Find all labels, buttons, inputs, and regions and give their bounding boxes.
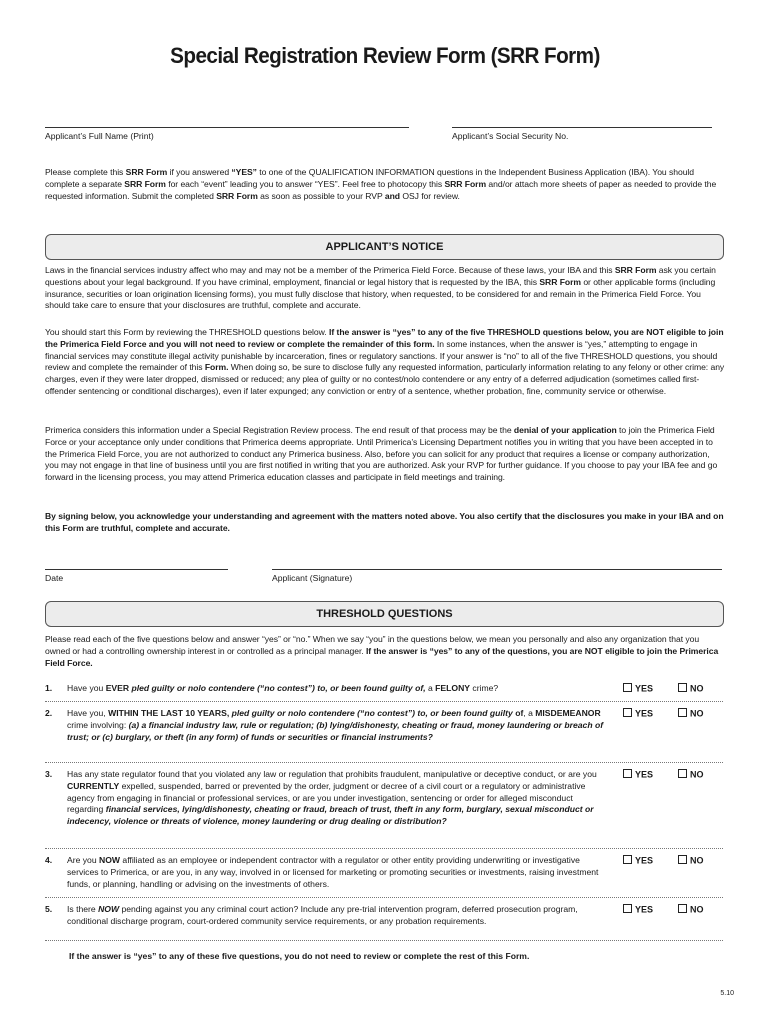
- question-2: [45, 708, 725, 756]
- page-title: Special Registration Review Form (SRR Form): [170, 43, 600, 68]
- checkbox-icon: [623, 683, 632, 692]
- threshold-intro: Please read each of the five questions below and answer “yes” or “no.” When we say “you” in the questions below, we mean you personally and also any organization that you owned or had a controlling ownership interest in or controlled as a principal manager. If the answer is “yes” to any of the questions, you are NOT eligible to join the Primerica Field Force.: [45, 634, 719, 668]
- question-number: 1.: [45, 683, 53, 693]
- ssn-label: Applicant’s Social Security No.: [452, 131, 569, 141]
- divider: [45, 897, 723, 898]
- threshold-questions-header: THRESHOLD QUESTIONS: [45, 601, 724, 627]
- yes-checkbox[interactable]: YES: [623, 904, 653, 916]
- question-1: [45, 683, 725, 697]
- checkbox-icon: [623, 769, 632, 778]
- checkbox-icon: [623, 904, 632, 913]
- question-4: [45, 855, 725, 891]
- no-checkbox[interactable]: NO: [678, 708, 704, 720]
- question-number: 2.: [45, 708, 53, 718]
- question-number: 5.: [45, 904, 53, 914]
- question-3: [45, 769, 725, 841]
- checkbox-icon: [678, 904, 687, 913]
- date-field[interactable]: [45, 569, 228, 570]
- yes-checkbox[interactable]: YES: [623, 769, 653, 781]
- divider: [45, 762, 723, 763]
- checkbox-icon: [678, 855, 687, 864]
- yes-checkbox[interactable]: YES: [623, 855, 653, 867]
- no-checkbox[interactable]: NO: [678, 855, 704, 867]
- ssn-field[interactable]: [452, 127, 712, 128]
- question-number: 3.: [45, 769, 53, 779]
- checkbox-icon: [678, 683, 687, 692]
- yes-checkbox[interactable]: YES: [623, 708, 653, 720]
- applicants-notice-header: APPLICANT’S NOTICE: [45, 234, 724, 260]
- signature-label: Applicant (Signature): [272, 573, 353, 583]
- notice-paragraph-3: Primerica considers this information under a Special Registration Review process. The end result of that process may be the denial of your application to join the Primerica Field Force or your acceptance only under conditions that Primerica deems appropriate. Until Primerica’s Licensing Department notifies you in writing that you have been accepted in to the Primerica Field Force, you are not authorized to conduct any Primerica business. Also, before you can solicit for any product that requires a license or company authorization, you may not engage in that line of business until you are first notified in writing that you are authorized. Ask your RVP for further guidance. If you choose to pay your IBA fee and go forward in the licensing process, you may attend Primerica education classes and participate in field meetings and training.: [45, 425, 718, 483]
- question-text: Have you, WITHIN THE LAST 10 YEARS, pled guilty or nolo contendere (“no contest”) to, or been found guilty of, a MISDEMEANOR crime involving: (a) a financial industry law, rule or regulation; (b) lying/dishonesty, cheating or fraud, money laundering or breach of trust; or (c) burglary, or theft (in any form) of funds or securities or financial instruments?: [67, 708, 604, 742]
- question-text: Have you EVER pled guilty or nolo contendere (“no contest”) to, or been found guilty of, a FELONY crime?: [67, 683, 499, 693]
- notice-paragraph-2: You should start this Form by reviewing the THRESHOLD questions below. If the answer is “yes” to any of the five THRESHOLD questions below, you are NOT eligible to join the Primerica Field Force and you will not need to review or complete the remainder of this form. In some instances, when the answer is “yes,” attempting to engage in financial services may constitute illegal activity punishable by incarceration, fines or regulatory sanctions. If your answer is “no” to all of the five THRESHOLD questions, you should review and complete the remainder of this Form. When doing so, be sure to disclose fully any requested information, particularly information relating to any felony or other crime: any charges, even if they were later dropped, dismissed or reduced; any plea of guilty or no contest/nolo contendere or any entry of a deferred adjudication (sometimes called first-offender sentencing or conditional discharges), even if later expunged; any conviction or entry of a sentence, whether probation, fine, community service or otherwise.: [45, 327, 725, 396]
- intro-paragraph: Please complete this SRR Form if you answered “YES” to one of the QUALIFICATION INFORMATION questions in the Independent Business Application (IBA). You should complete a separate SRR Form for each “event” leading you to answer “YES”. Feel free to photocopy this SRR Form and/or attach more sheets of paper as needed to provide the requested information. Submit the completed SRR Form as soon as possible to your RVP and OSJ for review.: [45, 167, 717, 201]
- signature-field[interactable]: [272, 569, 722, 570]
- yes-checkbox[interactable]: YES: [623, 683, 653, 695]
- question-text: Has any state regulator found that you violated any law or regulation that prohibits fraudulent, manipulative or deceptive conduct, or are you CURRENTLY expelled, suspended, barred or prevented by the order, judgment or decree of a civil court or a regulatory or administrative agency from engaging in financial or professional services, or are you under investigation, sentencing or order for alleged misconduct regarding financial services, lying/dishonesty, cheating or fraud, breach of trust, theft in any form, burglary, sexual misconduct or indecency, violence or threats of violence, money laundering or drug dealing or distribution?: [67, 769, 597, 827]
- threshold-footer-note: If the answer is “yes” to any of these five questions, you do not need to review or complete the rest of this Form.: [69, 951, 530, 961]
- checkbox-icon: [678, 708, 687, 717]
- page-number: 5.10: [720, 990, 734, 997]
- notice-paragraph-4: By signing below, you acknowledge your understanding and agreement with the matters noted above. You also certify that the disclosures you make in your IBA and on this Form are truthful, complete and accurate.: [45, 511, 724, 533]
- question-number: 4.: [45, 855, 53, 865]
- checkbox-icon: [623, 855, 632, 864]
- no-checkbox[interactable]: NO: [678, 904, 704, 916]
- no-checkbox[interactable]: NO: [678, 683, 704, 695]
- divider: [45, 848, 723, 849]
- question-5: [45, 904, 725, 928]
- question-text: Are you NOW affiliated as an employee or independent contractor with a regulator or other entity providing underwriting or investigative services to Primerica, or are you, in any way, involved in or licensed for marketing or promoting securities or investments, raising investment funds, or planning, handling or advising on the investments of others.: [67, 855, 599, 889]
- divider: [45, 940, 723, 941]
- question-text: Is there NOW pending against you any criminal court action? Include any pre-trial intervention program, deferred prosecution program, conditional discharge program, court-ordered community service requirements, or any probation requirements.: [67, 904, 578, 926]
- checkbox-icon: [623, 708, 632, 717]
- divider: [45, 701, 723, 702]
- full-name-field[interactable]: [45, 127, 409, 128]
- date-label: Date: [45, 573, 64, 583]
- checkbox-icon: [678, 769, 687, 778]
- full-name-label: Applicant’s Full Name (Print): [45, 131, 154, 141]
- notice-paragraph-1: Laws in the financial services industry affect who may and may not be a member of the Primerica Field Force. Because of these laws, your IBA and this SRR Form ask you certain questions about your legal background. If you have criminal, employment, financial or legal history that is requested by the IBA, this SRR Form or other applicable forms (including insurance, securities or loan origination licensing forms), you must fully disclose that history, when requested, to be considered for and remain in the Primerica Field Force. You should take care to ensure that your disclosures are truthful, complete and accurate.: [45, 265, 716, 311]
- no-checkbox[interactable]: NO: [678, 769, 704, 781]
